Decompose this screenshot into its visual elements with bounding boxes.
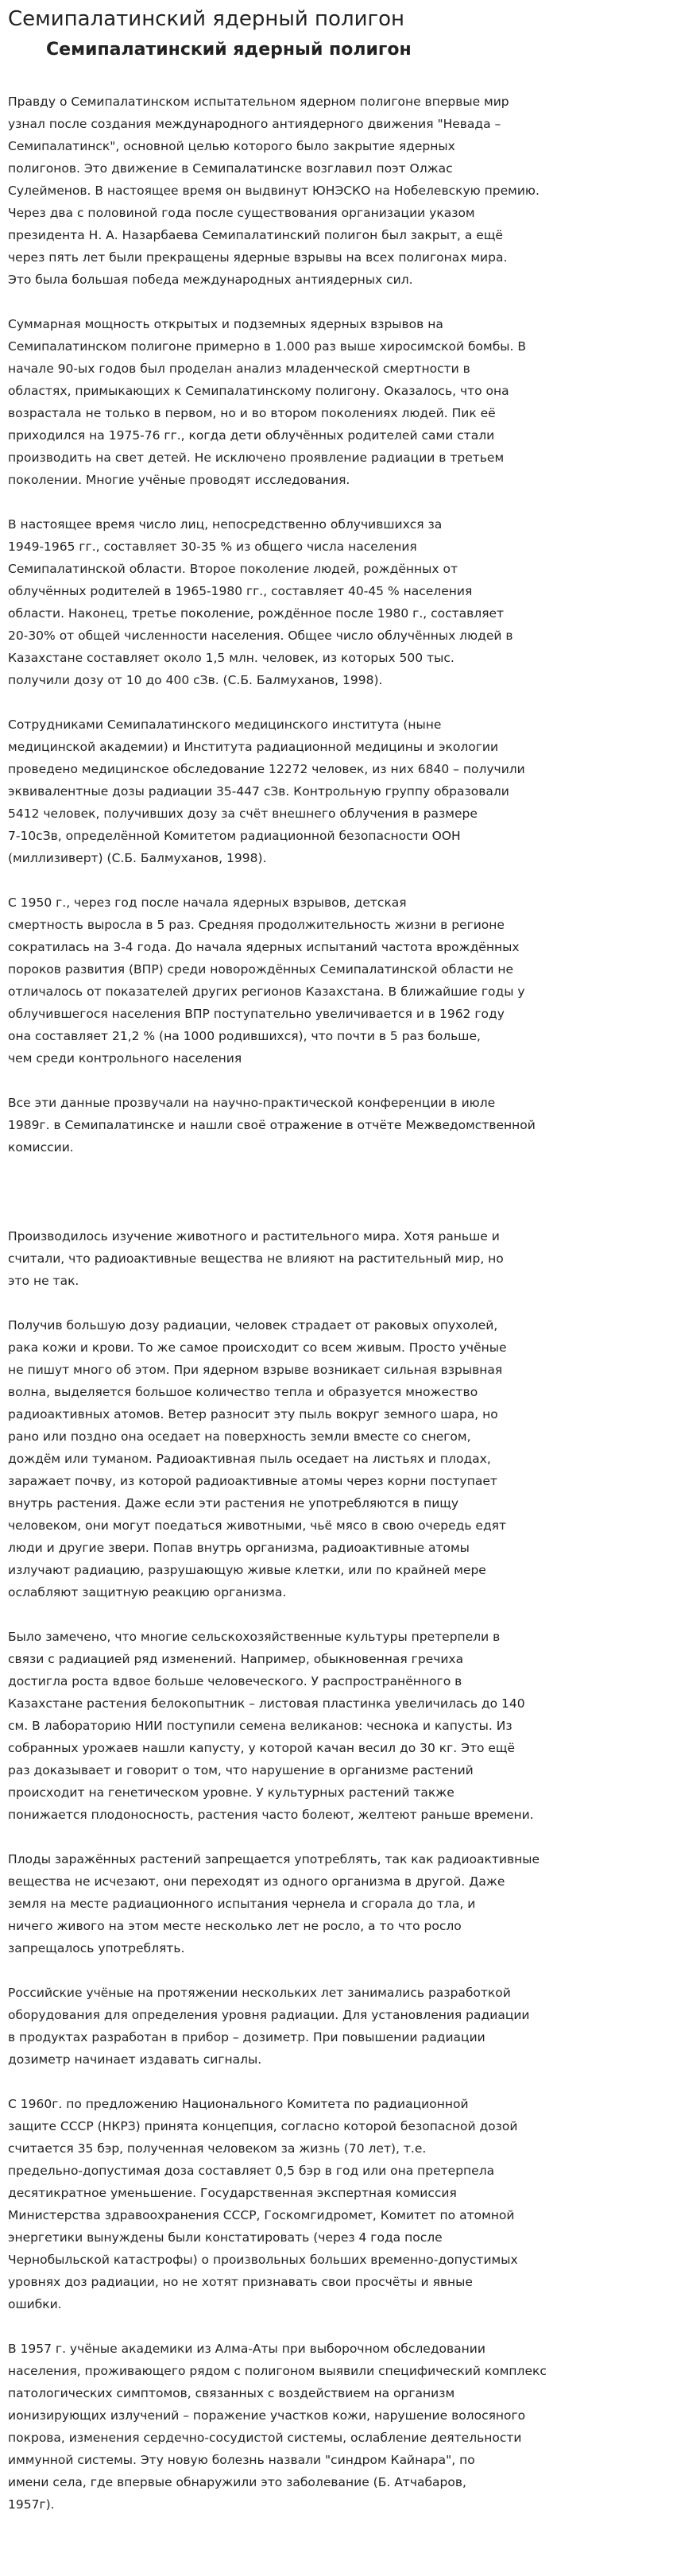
paragraph-intro: Правду о Семипалатинском испытательном ядерном полигоне впервые мир узнал после создания международного антиядерного движения "Невада – Семипалатинск", основной целью которого было закрытие ядерных полигонов. Это движение в Семипалатинске возглавил поэт Олжас Сулейменов. В настоящее время он выдвинут ЮНЭСКО на Нобелевскую премию. Через два с половиной года после существования организации указом президента Н. А. Назарбаева Семипалатинский полигон был закрыт, а ещё через пять лет были прекращены ядерные взрывы на всех полигонах мира. Это была большая победа международных антиядерных сил.	[8, 95, 540, 287]
paragraph-conference: Все эти данные прозвучали на научно-практической конференции в июле 1989г. в Семипалатинске и нашли своё отражение в отчёте Межведомственной комиссии.	[8, 1096, 536, 1155]
paragraph-dose-concept: С 1960г. по предложению Национального Комитета по радиационной защите СССР (НКРЗ) принята концепция, согласно которой безопасной дозой считается 35 бэр, полученная человеком за жизнь (70 лет), т.е. предельно-допустимая доза составляет 0,5 бэр в год или она претерпела десятикратное уменьшение. Государственная экспертная комиссия Министерства здравоохранения СССР, Госкомгидромет, Комитет по атомной энергетики вынуждены были констатировать (через 4 года после Чернобыльской катастрофы) о произвольных больших временно-допустимых уровнях доз радиации, но не хотят признавать свои просчёты и явные ошибки.	[8, 2097, 518, 2311]
paragraph-flora-fauna: Производилось изучение животного и растительного мира. Хотя раньше и считали, что радиоактивные вещества не влияют на растительный мир, но это не так.	[8, 1229, 504, 1288]
paragraph-medical-study: Сотрудниками Семипалатинского медицинского института (ныне медицинской академии) и Института радиационной медицины и экологии проведено медицинское обследование 12272 человек, из них 6840 – получили эквивалентные дозы радиации 35-447 сЗв. Контрольную группу образовали 5412 человек, получивших дозу за счёт внешнего облучения в размере 7-10сЗв, определённой Комитетом радиационной безопасности ООН (миллизиверт) (С.Б. Балмуханов, 1998).	[8, 717, 525, 865]
paragraph-child-mortality: С 1950 г., через год после начала ядерных взрывов, детская смертность выросла в 5 раз. Средняя продолжительность жизни в регионе сократилась на 3-4 года. До начала ядерных испытаний частота врождённых пороков развития (ВПР) среди новорождённых Семипалатинской области не отличалось от показателей других регионов Казахстана. В ближайшие годы у облучившегося населения ВПР поступательно увеличивается и в 1962 году она составляет 21,2 % (на 1000 родившихся), что почти в 5 раз больше, чем среди контрольного населения	[8, 895, 525, 1066]
article-body	[8, 91, 665, 2516]
paragraph-kainar-syndrome: В 1957 г. учёные академики из Алма-Аты при выборочном обследовании населения, проживающего рядом с полигоном выявили специфический комплекс патологических симптомов, связанных с воздействием на организм ионизирующих излучений – поражение участков кожи, нарушение волосяного покрова, изменения сердечно-сосудистой системы, ослабление деятельности иммунной системы. Эту новую болезнь назвали "синдром Кайнара", по имени села, где впервые обнаружили это заболевание (Б. Атчабаров, 1957г).	[8, 2342, 547, 2512]
paragraph-contaminated-fruit: Плоды заражённых растений запрещается употреблять, так как радиоактивные вещества не исчезают, они переходят из одного организма в другой. Даже земля на месте радиационного испытания чернела и сгорала до тла, и ничего живого на этом месте несколько лет не росло, а то что росло запрещалось употреблять.	[8, 1852, 540, 1955]
page-heading: Семипалатинский ядерный полигон	[8, 7, 405, 31]
paragraph-population-exposure: В настоящее время число лиц, непосредственно облучившихся за 1949-1965 гг., составляет 30-35 % из общего числа населения Семипалатинской области. Второе поколение людей, рождённых от облучённых родителей в 1965-1980 гг., составляет 40-45 % населения области. Наконец, третье поколение, рождённое после 1980 г., составляет 20-30% от общей численности населения. Общее число облучённых людей в Казахстане составляет около 1,5 млн. человек, из которых 500 тыс. получили дозу от 10 до 400 сЗв. (С.Б. Балмуханов, 1998).	[8, 517, 513, 687]
paragraph-dosimeter: Российские учёные на протяжении нескольких лет занимались разработкой оборудования для определения уровня радиации. Для установления радиации в продуктах разработан в прибор – дозиметр. При повышении радиации дозиметр начинает издавать сигналы.	[8, 1986, 530, 2067]
paragraph-crop-changes: Было замечено, что многие сельскохозяйственные культуры претерпели в связи с радиацией ряд изменений. Например, обыкновенная гречиха достигла роста вдвое больше человеческого. У распространённого в Казахстане растения белокопытник – листовая пластинка увеличилась до 140 см. В лабораторию НИИ поступили семена великанов: чеснока и капусты. Из собранных урожаев нашли капусту, у которой качан весил до 30 кг. Это ещё раз доказывает и говорит о том, что нарушение в организме растений происходит на генетическом уровне. У культурных растений также понижается плодоносность, растения часто болеют, желтеют раньше времени.	[8, 1630, 534, 1822]
article-title: Семипалатинский ядерный полигон	[46, 40, 412, 60]
paragraph-explosion-power: Суммарная мощность открытых и подземных ядерных взрывов на Семипалатинском полигоне примерно в 1.000 раз выше хиросимской бомбы. В начале 90-ых годов был проделан анализ младенческой смертности в областях, примыкающих к Семипалатинскому полигону. Оказалось, что она возрастала не только в первом, но и во втором поколениях людей. Пик её приходился на 1975-76 гг., когда дети облучённых родителей сами стали производить на свет детей. Не исключено проявление радиации в третьем поколении. Многие учёные проводят исследования.	[8, 317, 526, 487]
paragraph-radiation-effects: Получив большую дозу радиации, человек страдает от раковых опухолей, рака кожи и крови. То же самое происходит со всем живым. Просто учёные не пишут много об этом. При ядерном взрыве возникает сильная взрывная волна, выделяется большое количество тепла и образуется множество радиоактивных атомов. Ветер разносит эту пыль вокруг земного шара, но рано или поздно она оседает на поверхность земли вместе со снегом, дождём или туманом. Радиоактивная пыль оседает на листьях и плодах, заражает почву, из которой радиоактивные атомы через корни поступает внутрь растения. Даже если эти растения не употребляются в пищу человеком, они могут поедаться животными, чьё мясо в свою очередь едят люди и другие звери. Попав внутрь организма, радиоактивные атомы излучают радиацию, разрушающую живые клетки, или по крайней мере ослабляют защитную реакцию организма.	[8, 1318, 507, 1599]
